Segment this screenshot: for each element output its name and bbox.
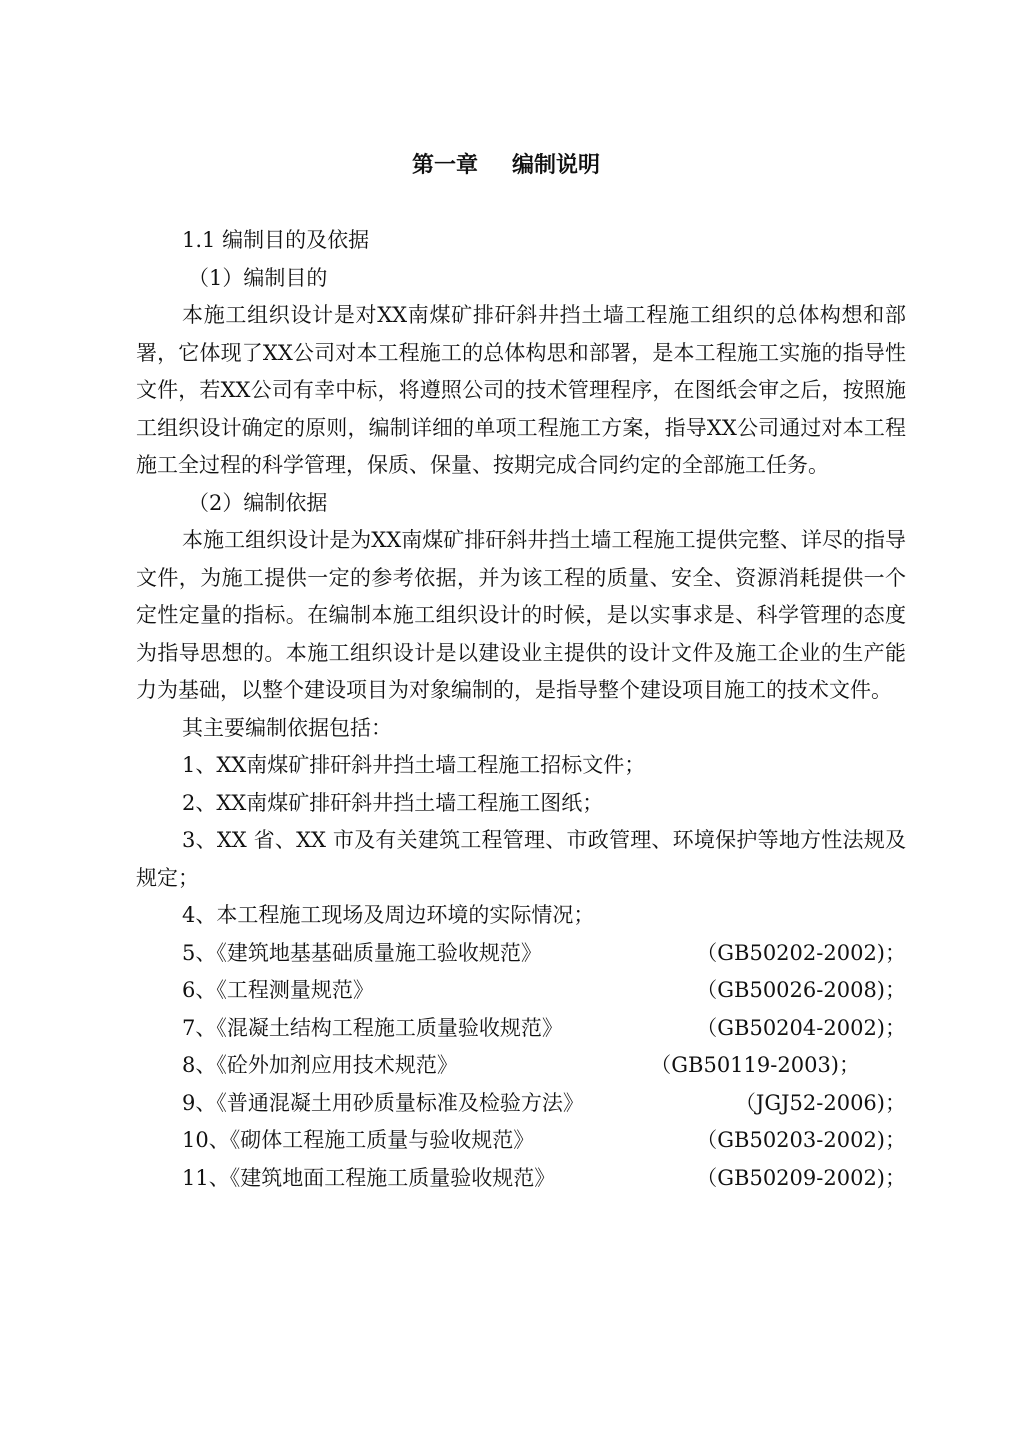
basis-item: 4、本工程施工现场及周边环境的实际情况；	[182, 903, 595, 927]
standard-name: 6、《工程测量规范》	[182, 978, 374, 1002]
basis-paragraph: 本施工组织设计是为XX南煤矿排矸斜井挡土墙工程施工提供完整、详尽的指导文件，为施工提供一定的参考依据，并为该工程的质量、安全、资源消耗提供一个定性定量的指标。在编制本施工组织设计的时候，是以实事求是、科学管理的态度为指导思想的。本施工组织设计是以建设业主提供的设计文件及施工企业的生产能力为基础，以整个建设项目为对象编制的，是指导整个建设项目施工的技术文件。	[136, 528, 906, 702]
standard-row	[136, 1085, 906, 1123]
standard-code: （GB50209-2002)；	[696, 1165, 906, 1190]
standard-code: （GB50026-2008)；	[696, 978, 906, 1002]
basis-item: 3、XX 省、XX 市及有关建筑工程管理、市政管理、环境保护等地方性法规及规定；	[136, 828, 906, 890]
basis-heading: （2）编制依据	[188, 490, 328, 515]
standard-code: （GB50203-2002)；	[696, 1128, 906, 1152]
section-heading: 1.1 编制目的及依据	[182, 228, 370, 252]
basis-intro: 其主要编制依据包括：	[182, 715, 392, 740]
standard-row	[136, 1160, 906, 1198]
standard-code: （JGJ52-2006)；	[734, 1090, 906, 1115]
standard-row	[136, 1047, 906, 1085]
chapter-number: 第一章	[411, 153, 478, 178]
basis-item: 1、XX南煤矿排矸斜井挡土墙工程施工招标文件；	[182, 753, 646, 777]
standard-name: 11、《建筑地面工程施工质量验收规范》	[182, 1165, 556, 1190]
standard-row	[136, 1010, 906, 1048]
basis-item: 2、XX南煤矿排矸斜井挡土墙工程施工图纸；	[182, 790, 604, 815]
chapter-name: 编制说明	[512, 153, 601, 178]
chapter-title	[0, 146, 1012, 186]
standard-name: 9、《普通混凝土用砂质量标准及检验方法》	[182, 1090, 584, 1115]
standard-code: （GB50202-2002)；	[696, 940, 906, 965]
standard-name: 7、《混凝土结构工程施工质量验收规范》	[182, 1015, 563, 1040]
standard-row	[136, 935, 906, 973]
standard-row	[136, 1122, 906, 1160]
standard-row	[136, 972, 906, 1010]
standard-name: 8、《砼外加剂应用技术规范》	[182, 1053, 458, 1077]
standard-name: 10、《砌体工程施工质量与验收规范》	[182, 1128, 535, 1152]
standard-code: （GB50204-2002)；	[696, 1015, 906, 1040]
purpose-paragraph: 本施工组织设计是对XX南煤矿排矸斜井挡土墙工程施工组织的总体构想和部署，它体现了XX公司对本工程施工的总体构思和部署，是本工程施工实施的指导性文件，若XX公司有幸中标，将遵照公司的技术管理程序，在图纸会审之后，按照施工组织设计确定的原则，编制详细的单项工程施工方案，指导XX公司通过对本工程施工全过程的科学管理，保质、保量、按期完成合同约定的全部施工任务。	[136, 303, 906, 477]
standard-name: 5、《建筑地基基础质量施工验收规范》	[182, 940, 542, 965]
purpose-heading: （1）编制目的	[188, 265, 328, 290]
document-body	[136, 222, 906, 1197]
standard-code: （GB50119-2003)；	[650, 1053, 860, 1077]
